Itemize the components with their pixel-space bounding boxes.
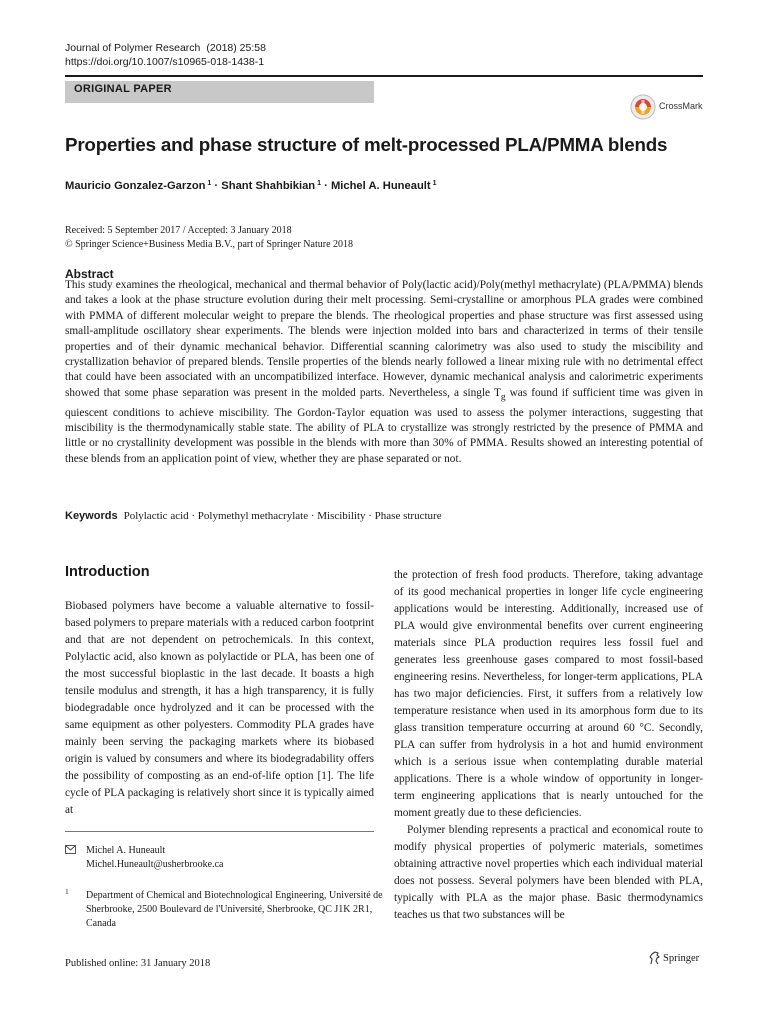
- journal-volume: (2018) 25:58: [206, 42, 266, 54]
- author-affiliation-marker: 1: [205, 180, 212, 187]
- keywords-list: Polylactic acid · Polymethyl methacrylate · Miscibility · Phase structure: [123, 510, 442, 522]
- envelope-icon: [65, 845, 76, 854]
- author-list: [65, 180, 436, 192]
- introduction-heading: Introduction: [65, 564, 150, 580]
- author-separator: ·: [321, 180, 331, 192]
- intro-paragraph-1: [65, 598, 374, 819]
- author-affiliation-marker: 1: [430, 180, 437, 187]
- abstract-heading: Abstract: [65, 267, 114, 281]
- keywords: [65, 510, 442, 522]
- doi-link[interactable]: https://doi.org/10.1007/s10965-018-1438-1: [65, 56, 265, 68]
- header-rule: [65, 75, 703, 77]
- body-column-left: [65, 598, 374, 819]
- intro-paragraph-1-cont: the protection of fresh food products. Therefore, taking advantage of its good mechanical properties in longer life cycle engineering applications would be interesting. Additionally, increased use of PLA would give environmental benefits over current engineering materials since PLA production requires less fossil fuel and generates less greenhouse gases compared to most fossil-based engineering resins. Nevertheless, for longer-term applications, PLA has two major deficiencies. First, it suffers from a relatively low temperature resistance when used in its amorphous form due to its glass transition temperature occurring at around 60 °C. Secondly, PLA can suffer from hydrolysis in a hot and humid environment which is a serious issue when contemplating durable material applications. There is a whole window of opportunity in longer-term engineering applications that is nearly untouched for the moment greatly due to these deficiencies.: [394, 569, 703, 819]
- copyright-line: © Springer Science+Business Media B.V., part of Springer Nature 2018: [65, 239, 354, 250]
- springer-logo: [648, 951, 708, 967]
- crossmark-label: CrossMark: [659, 101, 703, 111]
- affiliation-text: Department of Chemical and Biotechnological Engineering, Université de Sherbrooke, 2500 Boulevard de l'Université, Sherbrooke, QC J1K 2R1, Canada: [86, 890, 383, 929]
- published-date: Published online: 31 January 2018: [65, 958, 211, 969]
- intro-text: Biobased polymers have become a valuable alternative to fossil-based polymers to prepare materials with a reduced carbon footprint and that are not dependent on petrochemicals. In this context, Polylactic acid, also known as polylactide or PLA, has been one of the most successful bioplastic in the last decade. It boasts a high tensile modulus and strength, it has a high transparency, it is fully biodegradable once hydrolyzed and it can be processed with the same equipment as other polyesters. Commodity PLA grades have mainly been serving the packaging markets where its biobased origin is valued by consumers and where its biodegradability offers the possibility of composting as an end-of-life option [: [65, 600, 374, 782]
- author-name[interactable]: Michel A. Huneault: [330, 180, 431, 192]
- body-column-right: [394, 567, 703, 924]
- abstract-text-part1: This study examines the rheological, mechanical and thermal behavior of Poly(lactic acid)/Poly(methyl methacrylate) (PLA/PMMA) blends and takes a look at the phase structure evolution during their melt processing. Semi-crystalline or amorphous PLA grades were combined with PMMA of different molecular weight to prepare the blends. The rheological properties and phase structure was first assessed using small-amplitude oscillatory shear experiments. The blends were injection molded into bars and characterized in terms of their tensile properties and of their dynamic mechanical behavior. Differential scanning calorimetry was also used to study the miscibility and crystallization behavior of prepared blends. Tensile properties of the blends nearly followed a linear mixing rule with no detrimental effect that could have been associated with an uncompatibilized interface. However, dynamic mechanical analysis and calorimetric experiments showed that some phase separation was present in the molded parts. Nevertheless, a single T: [65, 279, 703, 399]
- section-label: ORIGINAL PAPER: [65, 81, 374, 103]
- tg-subscript: g: [500, 392, 506, 403]
- corresponding-author: [86, 844, 224, 872]
- author-name[interactable]: Shant Shahbikian: [221, 180, 316, 192]
- received-accepted-dates: Received: 5 September 2017 / Accepted: 3 January 2018: [65, 225, 292, 236]
- journal-name: Journal of Polymer Research: [65, 42, 201, 54]
- author-separator: ·: [211, 180, 222, 192]
- footnote-rule: [65, 831, 374, 832]
- corresponding-email[interactable]: Michel.Huneault@usherbrooke.ca: [86, 859, 224, 870]
- intro-text-cont: ]. The life cycle of PLA packaging is relatively short since it is typically aimed at: [65, 770, 375, 816]
- crossmark-logo: [630, 94, 656, 120]
- author-name[interactable]: Mauricio Gonzalez-Garzon: [65, 180, 206, 192]
- author-affiliation-marker: 1: [315, 180, 321, 187]
- springer-label: Springer: [663, 953, 700, 964]
- keywords-heading: Keywords: [65, 510, 118, 522]
- abstract-text: [65, 278, 703, 467]
- corresponding-name: Michel A. Huneault: [86, 845, 166, 856]
- crossmark-badge[interactable]: [630, 94, 712, 120]
- journal-citation: [65, 41, 266, 69]
- citation-link[interactable]: 1: [321, 770, 327, 782]
- article-title: Properties and phase structure of melt-processed PLA/PMMA blends: [65, 134, 668, 155]
- springer-horse-logo: [648, 951, 662, 966]
- intro-paragraph-2: Polymer blending represents a practical and economical route to modify physical properties of polymeric materials, sometimes obtaining attractive novel properties which each individual material does not possess. Several polymers have been blended with PLA, typically with PLA as the major phase. Basic thermodynamics teaches us that two substances will be: [394, 824, 703, 921]
- abstract-text-part2: was found if sufficient time was given in quiescent conditions to achieve miscibility. The Gordon-Taylor equation was used to assess the polymer interactions, suggesting that miscibility is the thermodynamically stable state. The ability of PLA to crystallize was strongly restricted by the presence of PMMA and little or no crystallinity development was possible in the blends with more than 30% of PMMA. Results showed an interesting potential of these blends from an application point of view, whether they are phase separated or not.: [65, 386, 703, 465]
- affiliation-number: 1: [65, 887, 69, 896]
